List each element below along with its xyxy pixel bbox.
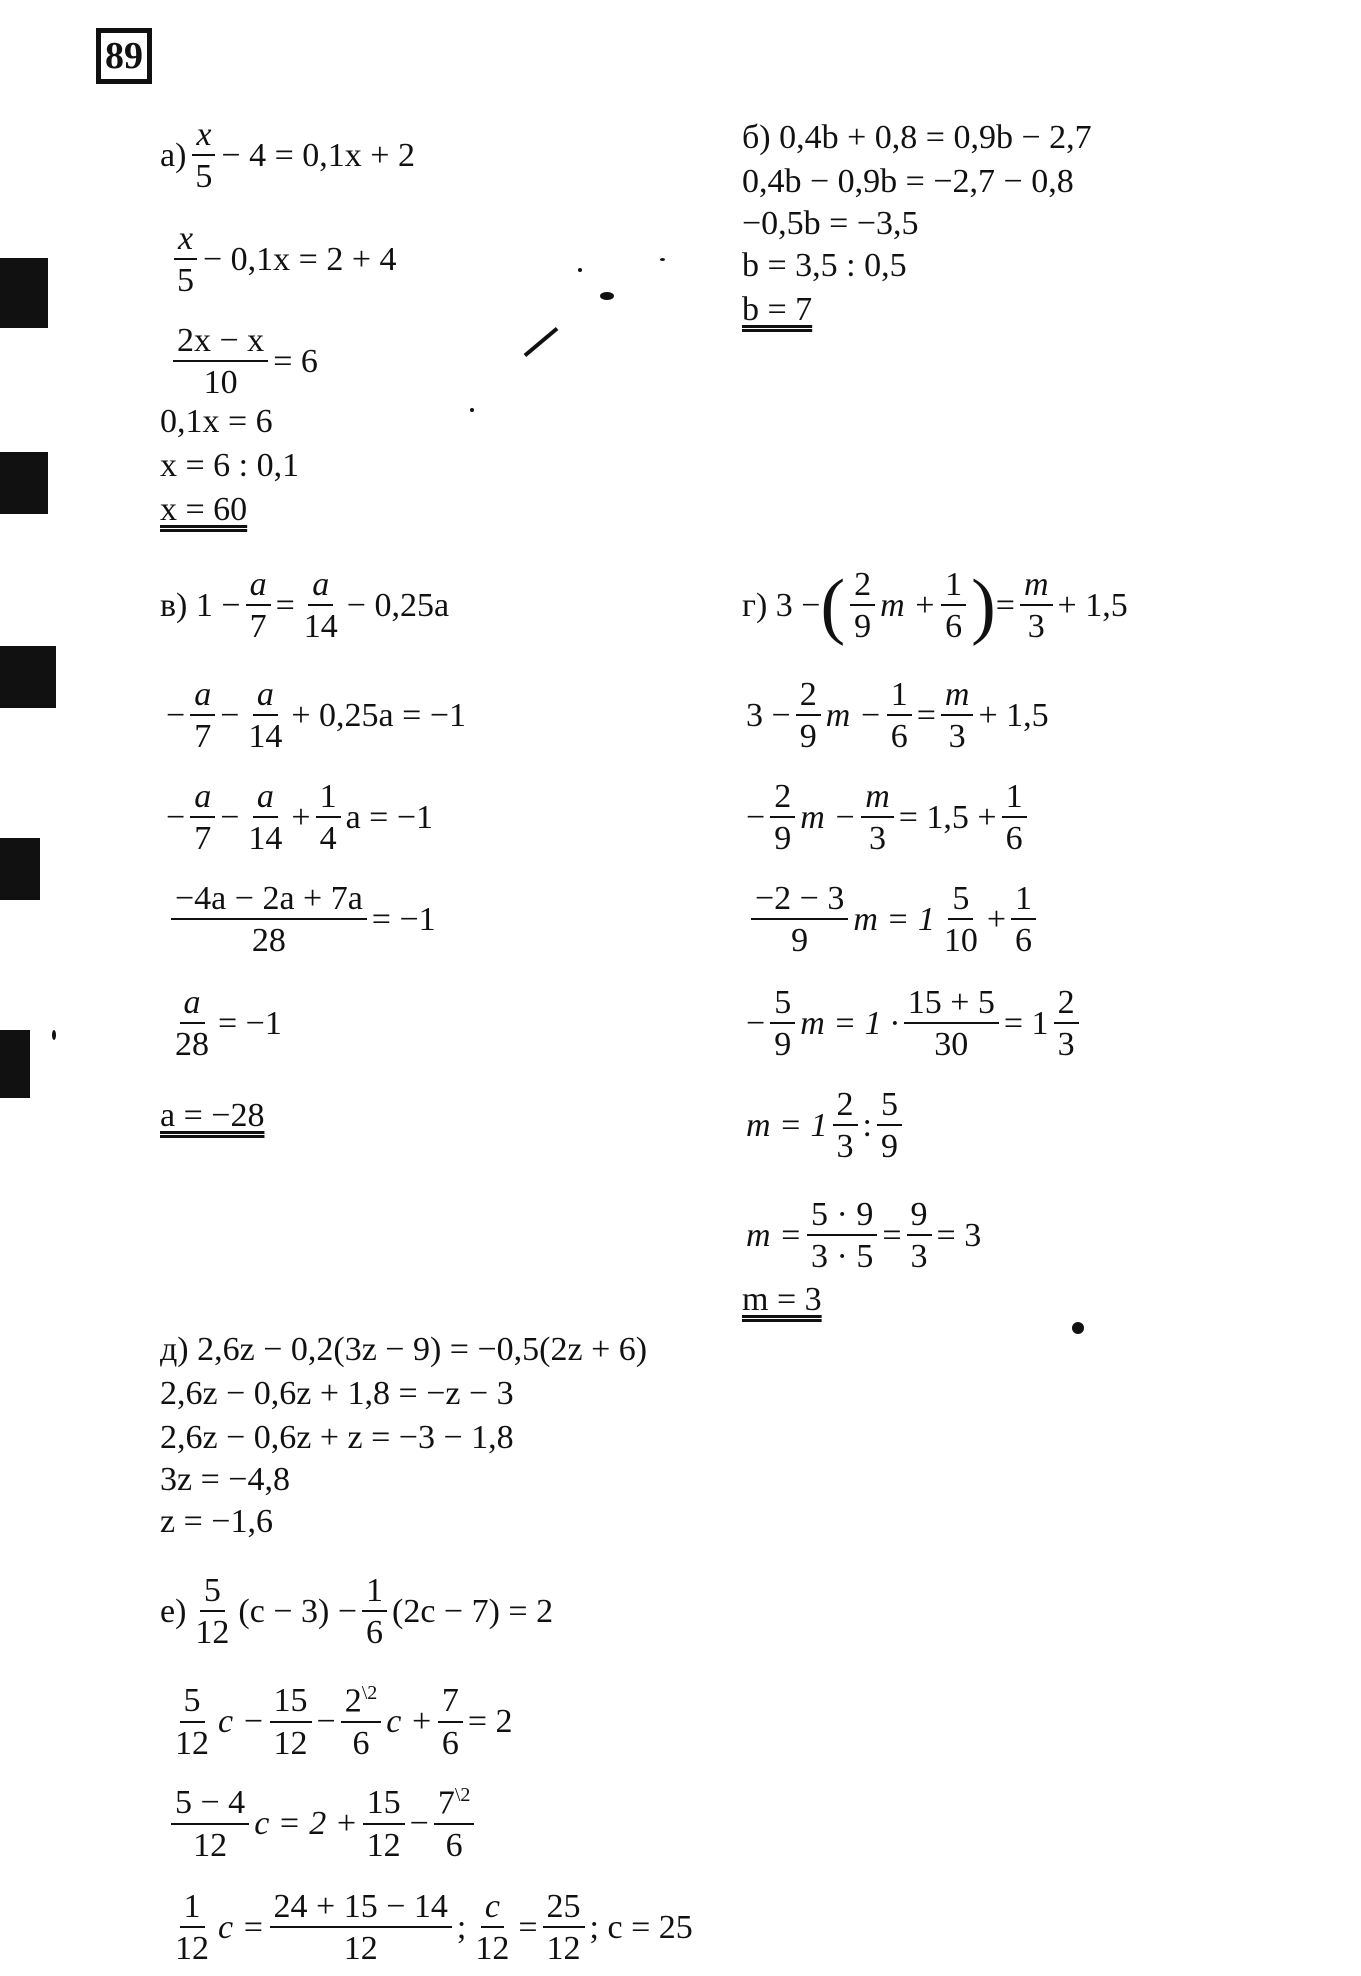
fraction: $\frac{2x - x}{10}$ [173,322,268,402]
e-line-1: е) 5 12 (c − 3) − $\frac{1}{6}$ (2c − 7) = 2 [160,1572,554,1652]
edge-mark-2 [0,452,48,514]
d-line-3: 2,6z − 0,6z + z = −3 − 1,8 [160,1419,514,1456]
a-line-1: а) x 5 − 4 = 0,1x + 2 [160,116,415,196]
edge-mark-5 [0,1030,30,1098]
a-label: а) [160,136,187,174]
scan-speck [660,258,665,261]
v-line-4: $\frac{-4a - 2a + 7a}{28}$ = −1 [166,880,436,960]
v-line-5: $\frac{a}{28}$ = −1 [175,984,282,1064]
a-line-4: 0,1x = 6 [160,403,273,440]
b-line-4: b = 3,5 : 0,5 [742,247,907,284]
g-line-7: m = $\frac{5 \cdot 9}{3 \cdot 5}$ = $\frac{9}{3}$ = 3 [746,1196,982,1276]
a-answer: x = 60 [160,491,248,528]
g-answer: m = 3 [742,1281,822,1318]
scan-speck [52,1030,56,1040]
g-line-6: m = 1 2 3 : 5 9 [746,1086,907,1166]
fraction: x 5 [191,116,216,196]
g-line-5: − $\frac{5}{9}$ m = 1 · $\frac{15 + 5}{30}$ = 1 2 3 [746,984,1084,1064]
g-line-4: −2 − 3 9 m = 1 5 10 + $\frac{1}{6}$ [746,880,1041,960]
a-line-5: x = 6 : 0,1 [160,447,300,484]
edge-mark-3 [0,646,56,708]
a-line-3: $\frac{2x - x}{10}$ = 6 [168,322,318,402]
d-line-5: z = −1,6 [160,1503,273,1540]
scan-speck [578,268,582,272]
fraction: x 5 [173,220,198,300]
page-number: 89 [96,28,152,84]
e-line-4: 1 12 c = $\frac{24 + 15 - 14}{12}$ ; $\frac{c}{12}$ = $\frac{25}{12}$ ; c = 25 [175,1888,693,1968]
v-line-1: в) 1 − $\frac{a}{7}$ = $\frac{a}{14}$ − 0,25a [160,566,450,646]
edge-mark-4 [0,838,40,900]
d-line-1: д) 2,6z − 0,2(3z − 9) = −0,5(2z + 6) [160,1331,648,1368]
g-line-3: − $\frac{2}{9}$ m − $\frac{m}{3}$ = 1,5 + $\frac{1}{6}$ [746,778,1032,858]
b-line-3: −0,5b = −3,5 [742,205,919,242]
b-line-2: 0,4b − 0,9b = −2,7 − 0,8 [742,163,1074,200]
b-answer: b = 7 [742,291,813,328]
v-line-2: − $\frac{a}{7}$ − $\frac{a}{14}$ + 0,25a = −1 [166,676,466,756]
d-line-2: 2,6z − 0,6z + 1,8 = −z − 3 [160,1375,514,1412]
b-line-1: б) 0,4b + 0,8 = 0,9b − 2,7 [742,119,1092,156]
e-line-3: 5 − 4 12 c = 2 + $\frac{15}{12}$ − $\frac{7^{\backslash 2}}{6}$ [166,1784,479,1864]
scan-stroke [524,327,559,357]
scan-speck [1072,1322,1084,1334]
v-answer: a = −28 [160,1097,265,1134]
edge-mark-1 [0,258,48,328]
scan-speck [600,292,614,300]
v-line-3: − $\frac{a}{7}$ − $\frac{a}{14}$ + $\frac{1}{4}$ a = −1 [166,778,434,858]
e-line-2: 5 12 c − $\frac{15}{12}$ − $\frac{2^{\backslash 2}}{6}$ c + $\frac{7}{6}$ = 2 [175,1682,513,1762]
g-line-2: 3 − $\frac{2}{9}$ m − $\frac{1}{6}$ = $\frac{m}{3}$ + 1,5 [746,676,1049,756]
a-line-2: x 5 − 0,1x = 2 + 4 [168,220,397,300]
d-line-4: 3z = −4,8 [160,1461,290,1498]
g-line-1: г) 3 − ( 2 9 m + $\frac{1}{6}$ ) = $\frac{m}{3}$ + 1,5 [742,564,1128,647]
scan-speck [470,408,474,412]
